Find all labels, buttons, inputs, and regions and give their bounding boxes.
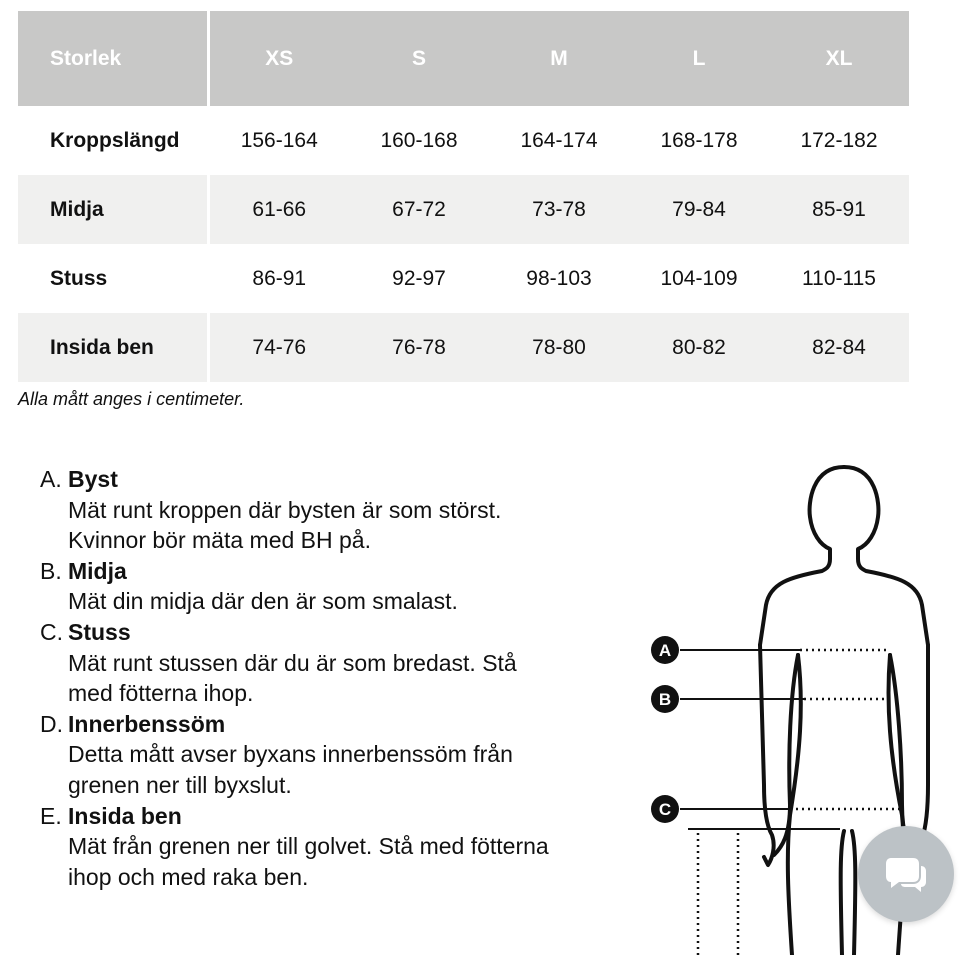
measurement-instructions (40, 464, 630, 892)
instruction-item (40, 617, 630, 709)
header-cell: XS (265, 46, 294, 70)
table-cell: 79-84 (672, 197, 726, 221)
marker-label: B (658, 690, 672, 709)
instruction-title: Insida ben (68, 802, 182, 829)
instruction-letter: A. (40, 466, 62, 492)
marker-c (651, 795, 679, 823)
header-cell: XL (825, 46, 853, 70)
instruction-title: Stuss (68, 618, 131, 645)
instruction-line: Mät runt stussen där du är som bredast. Stå (68, 649, 517, 676)
table-cell: 172-182 (800, 128, 878, 152)
table-cell: 104-109 (660, 266, 738, 290)
chat-bubbles-icon (883, 854, 929, 894)
instruction-item (40, 556, 630, 617)
table-header-row (18, 11, 909, 106)
table-cell: 86-91 (252, 266, 307, 290)
instruction-line: Mät din midja där den är som smalast. (68, 588, 458, 615)
instruction-title: Innerbenssöm (68, 710, 226, 737)
row-label: Midja (18, 175, 208, 244)
header-cell: Storlek (18, 11, 208, 106)
instruction-line: Detta mått avser byxans innerbenssöm från (68, 741, 513, 768)
instruction-item (40, 709, 630, 801)
units-note: Alla mått anges i centimeter. (18, 389, 245, 409)
instruction-letter: E. (40, 802, 62, 829)
table-cell: 61-66 (252, 197, 307, 221)
row-label: Kroppslängd (18, 106, 208, 175)
marker-label: A (658, 641, 672, 660)
instruction-line: ihop och med raka ben. (68, 863, 309, 890)
instruction-letter: D. (40, 710, 63, 737)
marker-label: C (658, 800, 672, 819)
chat-button[interactable] (858, 826, 954, 922)
instruction-line: med fötterna ihop. (68, 680, 254, 707)
marker-b (651, 685, 679, 713)
instruction-title: Byst (68, 466, 118, 492)
figure-left-arm (760, 645, 774, 865)
table-cell: 98-103 (526, 266, 592, 290)
figure-head (760, 467, 844, 645)
table-row (18, 175, 909, 244)
table-cell: 85-91 (812, 197, 866, 221)
marker-a (651, 636, 679, 664)
figure-left-inner-arm (774, 655, 798, 855)
table-cell: 160-168 (380, 128, 458, 152)
row-label: Stuss (18, 244, 208, 313)
table-cell: 164-174 (520, 128, 598, 152)
table-cell: 110-115 (802, 266, 876, 290)
figure-inner-leg-right (852, 831, 855, 955)
table-row (18, 106, 909, 175)
header-cell: M (550, 46, 568, 70)
header-cell: L (692, 46, 706, 70)
size-table (18, 11, 909, 382)
table-cell: 168-178 (660, 128, 738, 152)
instruction-item (40, 801, 630, 893)
row-label: Insida ben (18, 313, 208, 382)
instruction-line: Kvinnor bör mäta med BH på. (68, 527, 371, 554)
instruction-item (40, 464, 630, 556)
table-cell: 76-78 (392, 335, 446, 359)
instruction-line: grenen ner till byxslut. (68, 771, 292, 798)
table-cell: 78-80 (532, 335, 586, 359)
instruction-title: Midja (68, 557, 127, 584)
table-cell: 74-76 (252, 335, 307, 359)
table-cell: 82-84 (812, 335, 866, 359)
instruction-letter: C. (40, 618, 63, 645)
table-cell: 92-97 (392, 266, 446, 290)
table-row (18, 244, 909, 313)
figure-inner-leg (841, 831, 844, 955)
table-cell: 156-164 (240, 128, 318, 152)
figure-head-right (844, 467, 928, 645)
table-cell: 67-72 (392, 197, 446, 221)
table-cell: 80-82 (672, 335, 726, 359)
header-cell: S (411, 46, 426, 70)
instruction-line: Mät från grenen ner till golvet. Stå med fötterna (68, 833, 549, 860)
table-cell: 73-78 (532, 197, 586, 221)
instruction-line: Mät runt kroppen där bysten är som störst. (68, 496, 502, 523)
instruction-letter: B. (40, 557, 62, 584)
table-row (18, 313, 909, 382)
